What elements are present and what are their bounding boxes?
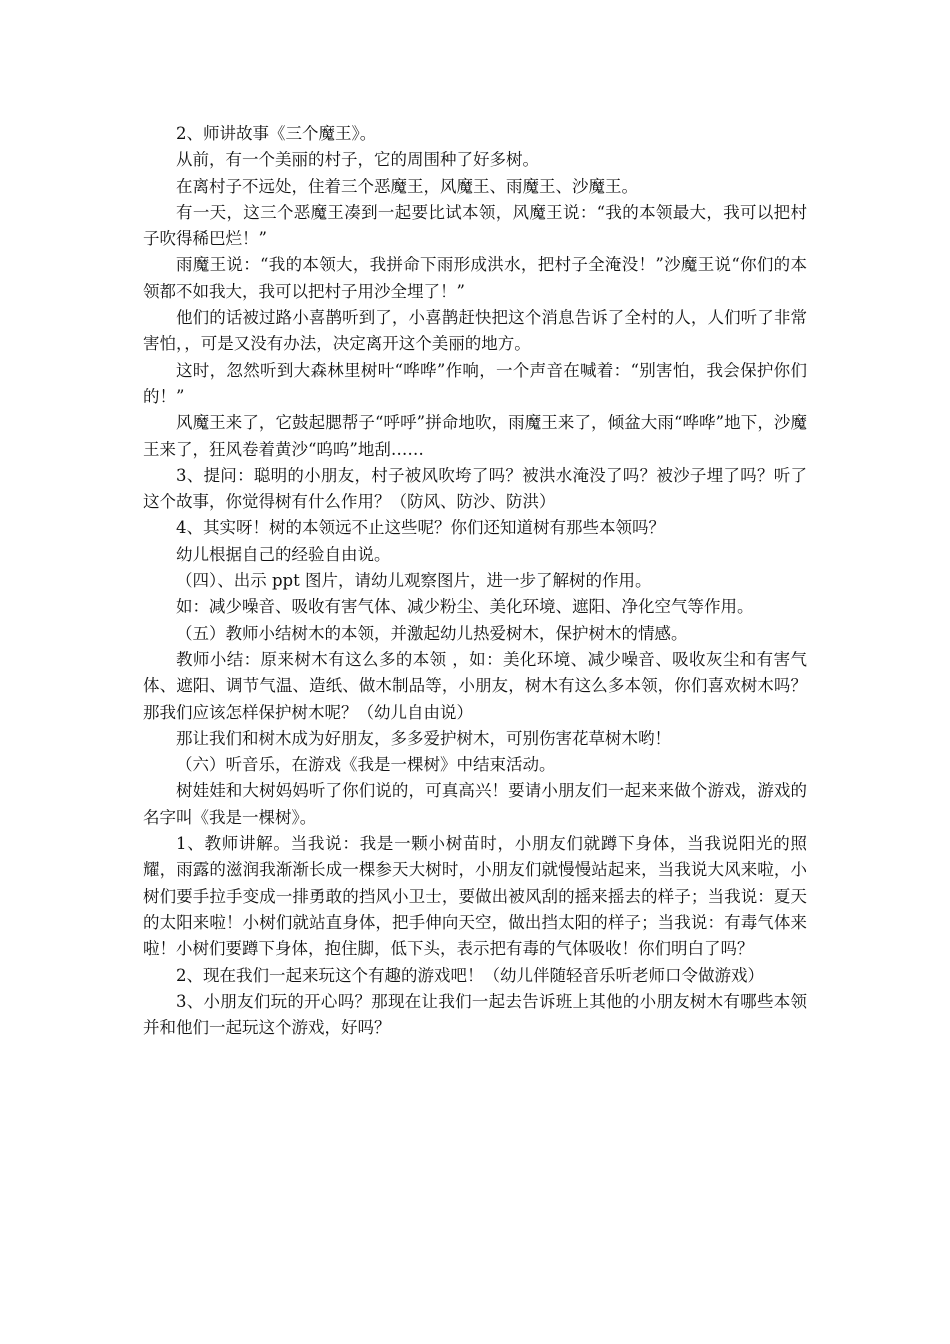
game-instruction-paragraph: 2、现在我们一起来玩这个有趣的游戏吧！（幼儿伴随轻音乐听老师口令做游戏） xyxy=(176,965,764,985)
game-instruction-paragraph: 3、小朋友们玩的开心吗？那现在让我们一起去告诉班上其他的小朋友树木有哪些本领并和他们一起玩这个游戏，好吗？ xyxy=(143,991,807,1038)
body-paragraph: 如：减少噪音、吸收有害气体、减少粉尘、美化环境、遮阳、净化空气等作用。 xyxy=(176,597,754,617)
question-paragraph: 3、提问：聪明的小朋友，村子被风吹垮了吗？被洪水淹没了吗？被沙子埋了吗？听了这个故事，你觉得树有什么作用？（防风、防沙、防洪） xyxy=(143,465,807,512)
story-paragraph: 有一天，这三个恶魔王凑到一起要比试本领，风魔王说：“我的本领最大，我可以把村子吹得稀巴烂！” xyxy=(143,202,807,249)
story-paragraph: 雨魔王说：“我的本领大，我拼命下雨形成洪水，把村子全淹没！”沙魔王说“你们的本领都不如我大，我可以把村子用沙全埋了！” xyxy=(143,255,807,301)
question-paragraph: 4、其实呀！树的本领远不止这些呢？你们还知道树有那些本领吗？ xyxy=(176,518,665,538)
game-instruction-paragraph: 1、教师讲解。当我说：我是一颗小树苗时，小朋友们就蹲下身体，当我说阳光的照耀，雨露的滋润我渐渐长成一棵参天大树时，小朋友们就慢慢站起来，当我说大风来啦，小树们要手拉手变成一排勇敢的挡风小卫士，要做出被风刮的摇来摇去的样子；当我说：夏天的太阳来啦！小树们就站直身体，把手伸向天空，做出挡太阳的样子；当我说：有毒气体来啦！小树们要蹲下身体，抱住脚，低下头，表示把有毒的气体吸收！你们明白了吗？ xyxy=(143,834,807,959)
story-paragraph: 他们的话被过路小喜鹊听到了，小喜鹊赶快把这个消息告诉了全村的人，人们听了非常害怕，，可是又没有办法，决定离开这个美丽的地方。 xyxy=(143,308,807,354)
body-paragraph: 树娃娃和大树妈妈听了你们说的，可真高兴！要请小朋友们一起来来做个游戏，游戏的名字叫《我是一棵树》。 xyxy=(143,781,807,827)
story-paragraph: 在离村子不远处，住着三个恶魔王，风魔王、雨魔王、沙魔王。 xyxy=(176,176,638,196)
body-paragraph: 教师小结：原来树木有这么多的本领 ，如：美化环境、减少噪音、吸收灰尘和有害气体、遮阳、调节气温、造纸、做木制品等，小朋友，树木有这么多本领，你们喜欢树木吗？那我们应该怎样保护树木呢？（幼儿自由说） xyxy=(143,649,807,722)
heading-story-title: 2、师讲故事《三个魔王》。 xyxy=(176,124,377,143)
body-paragraph: 幼儿根据自己的经验自由说。 xyxy=(176,544,391,564)
section-heading: （六）听音乐，在游戏《我是一棵树》中结束活动。 xyxy=(176,755,556,775)
section-heading: （五）教师小结树木的本领，并激起幼儿热爱树木，保护树木的情感。 xyxy=(176,623,688,643)
document-body xyxy=(143,121,807,1041)
story-paragraph: 从前，有一个美丽的村子，它的周围种了好多树。 xyxy=(176,150,539,170)
story-paragraph: 风魔王来了，它鼓起腮帮子“呼呼”拼命地吹，雨魔王来了，倾盆大雨“哗哗”地下，沙魔王来了，狂风卷着黄沙“呜呜”地刮…… xyxy=(143,413,807,459)
body-paragraph: 那让我们和树木成为好朋友，多多爱护树木，可别伤害花草树木哟！ xyxy=(176,728,671,748)
section-heading: （四）、出示 ppt 图片，请幼儿观察图片，进一步了解树的作用。 xyxy=(176,571,652,591)
story-paragraph: 这时，忽然听到大森林里树叶“哗哗”作响，一个声音在喊着：“别害怕，我会保护你们的！” xyxy=(143,360,807,406)
